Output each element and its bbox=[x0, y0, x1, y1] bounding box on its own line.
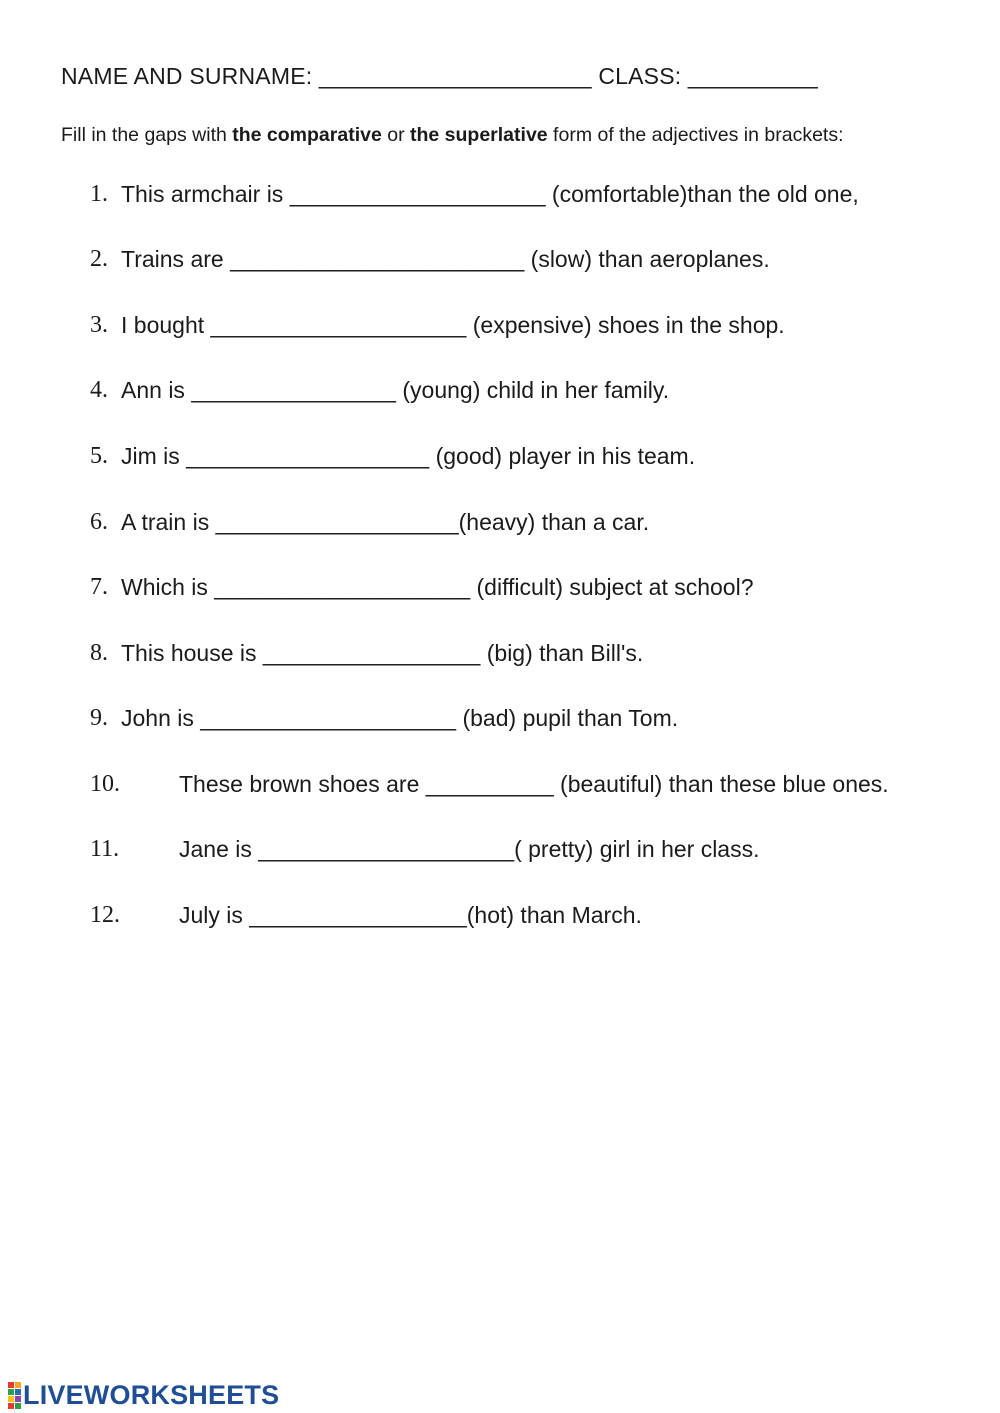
logo-cell bbox=[15, 1403, 21, 1409]
question-number: 11. bbox=[90, 836, 120, 862]
question-text: Trains are _______________________ (slow) than aeroplanes. bbox=[121, 246, 770, 272]
question-text: John is ____________________ (bad) pupil than Tom. bbox=[121, 705, 679, 731]
question-text: July is _________________(hot) than March. bbox=[179, 902, 642, 928]
question-number: 10. bbox=[90, 771, 120, 797]
brand-name: LIVEWORKSHEETS bbox=[23, 1379, 280, 1410]
question-text: A train is ___________________(heavy) than a car. bbox=[121, 509, 650, 535]
question-number: 12. bbox=[90, 902, 120, 928]
logo-cell bbox=[8, 1396, 14, 1402]
question-text: Jane is ____________________( pretty) girl in her class. bbox=[179, 836, 760, 862]
logo-cell bbox=[15, 1396, 21, 1402]
instruction-bold-superlative: the superlative bbox=[410, 124, 548, 146]
liveworksheets-logo-icon bbox=[8, 1382, 21, 1409]
footer-branding bbox=[8, 1380, 279, 1410]
logo-cell bbox=[15, 1389, 21, 1395]
question-text: These brown shoes are __________ (beautiful) than these blue ones. bbox=[179, 771, 889, 797]
instruction-prefix: Fill in the gaps with bbox=[61, 124, 233, 146]
question-number: 9. bbox=[90, 705, 108, 731]
instruction-suffix: form of the adjectives in brackets: bbox=[547, 124, 844, 146]
logo-cell bbox=[8, 1382, 14, 1388]
question-text: This house is _________________ (big) than Bill's. bbox=[121, 640, 644, 666]
logo-cell bbox=[8, 1403, 14, 1409]
question-number: 6. bbox=[90, 509, 108, 535]
question-text: This armchair is ____________________ (comfortable)than the old one, bbox=[121, 181, 859, 207]
question-number: 1. bbox=[90, 181, 108, 207]
name-class-line: NAME AND SURNAME: _____________________ CLASS: __________ bbox=[61, 63, 818, 89]
question-number: 5. bbox=[90, 443, 108, 469]
logo-cell bbox=[15, 1382, 21, 1388]
question-number: 4. bbox=[90, 377, 108, 403]
question-text: Which is ____________________ (difficult) subject at school? bbox=[121, 574, 754, 600]
instruction-text bbox=[61, 124, 844, 147]
question-text: Jim is ___________________ (good) player in his team. bbox=[121, 443, 696, 469]
question-number: 8. bbox=[90, 640, 108, 666]
question-number: 3. bbox=[90, 312, 108, 338]
instruction-middle: or bbox=[381, 124, 410, 146]
question-number: 7. bbox=[90, 574, 108, 600]
question-text: I bought ____________________ (expensive) shoes in the shop. bbox=[121, 312, 785, 338]
logo-cell bbox=[8, 1389, 14, 1395]
instruction-bold-comparative: the comparative bbox=[232, 124, 382, 146]
question-number: 2. bbox=[90, 246, 108, 272]
question-text: Ann is ________________ (young) child in her family. bbox=[121, 377, 670, 403]
